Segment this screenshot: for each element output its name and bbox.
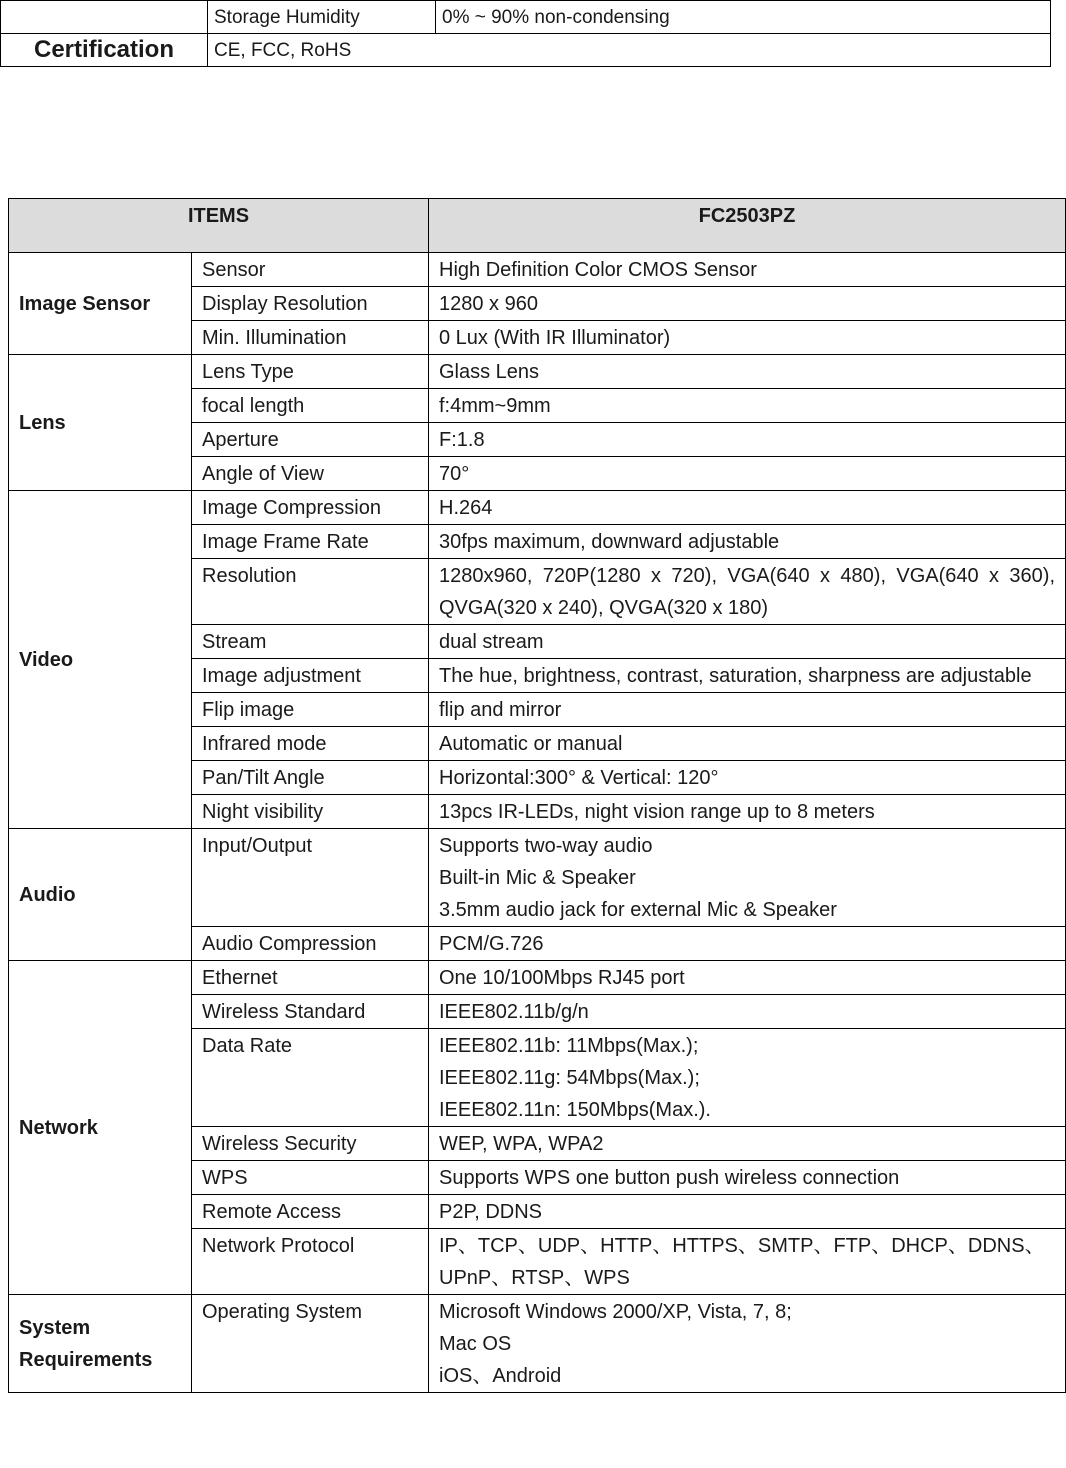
value-cell: PCM/G.726 [429, 927, 1066, 961]
table-row [9, 253, 1066, 287]
item-cell: Input/Output [192, 829, 429, 927]
value-line: Mac OS [439, 1333, 512, 1355]
value-line: Microsoft Windows 2000/XP, Vista, 7, 8; [439, 1301, 792, 1323]
category-cell [1, 1, 208, 34]
items-header: ITEMS [9, 199, 429, 253]
item-cell: Infrared mode [192, 727, 429, 761]
value-cell [429, 1029, 1066, 1127]
value-cell: 30fps maximum, downward adjustable [429, 525, 1066, 559]
table-row [9, 355, 1066, 389]
category-network: Network [9, 961, 192, 1295]
value-cell: 13pcs IR-LEDs, night vision range up to 8 meters [429, 795, 1066, 829]
item-cell: Image Compression [192, 491, 429, 525]
category-lens: Lens [9, 355, 192, 491]
category-image-sensor: Image Sensor [9, 253, 192, 355]
item-cell: Operating System [192, 1295, 429, 1393]
value-cell: F:1.8 [429, 423, 1066, 457]
value-cell: CE, FCC, RoHS [208, 34, 1051, 67]
value-cell: 70° [429, 457, 1066, 491]
value-cell: Glass Lens [429, 355, 1066, 389]
value-cell: IP、TCP、UDP、HTTP、HTTPS、SMTP、FTP、DHCP、DDNS、UPnP、RTSP、WPS [429, 1229, 1066, 1295]
value-cell: Automatic or manual [429, 727, 1066, 761]
item-cell: Image Frame Rate [192, 525, 429, 559]
item-cell: Wireless Standard [192, 995, 429, 1029]
value-line: Supports two-way audio [439, 835, 653, 857]
value-cell: One 10/100Mbps RJ45 port [429, 961, 1066, 995]
value-cell: f:4mm~9mm [429, 389, 1066, 423]
value-cell: dual stream [429, 625, 1066, 659]
item-cell: Angle of View [192, 457, 429, 491]
value-cell: 1280x960, 720P(1280 x 720), VGA(640 x 480), VGA(640 x 360), QVGA(320 x 240), QVGA(320 x 180) [429, 559, 1066, 625]
value-cell: H.264 [429, 491, 1066, 525]
item-cell: Min. Illumination [192, 321, 429, 355]
category-audio: Audio [9, 829, 192, 961]
value-line: Built-in Mic & Speaker [439, 867, 636, 889]
table-row [9, 961, 1066, 995]
item-cell: focal length [192, 389, 429, 423]
item-cell: Storage Humidity [208, 1, 436, 34]
item-cell: Remote Access [192, 1195, 429, 1229]
value-line: 3.5mm audio jack for external Mic & Speaker [439, 899, 837, 921]
value-cell [429, 1295, 1066, 1393]
item-cell: Night visibility [192, 795, 429, 829]
item-cell: Network Protocol [192, 1229, 429, 1295]
item-cell: Display Resolution [192, 287, 429, 321]
table-row [9, 829, 1066, 927]
item-cell: Data Rate [192, 1029, 429, 1127]
item-cell: Wireless Security [192, 1127, 429, 1161]
item-cell: WPS [192, 1161, 429, 1195]
environment-certification-table [0, 0, 1051, 67]
value-cell: Horizontal:300° & Vertical: 120° [429, 761, 1066, 795]
value-cell: WEP, WPA, WPA2 [429, 1127, 1066, 1161]
value-cell: The hue, brightness, contrast, saturation, sharpness are adjustable [429, 659, 1066, 693]
item-cell: Sensor [192, 253, 429, 287]
spec-table [8, 198, 1066, 1393]
category-video: Video [9, 491, 192, 829]
category-cell: Certification [1, 34, 208, 67]
category-system-requirements [9, 1295, 192, 1393]
table-row [1, 34, 1051, 67]
value-cell: 1280 x 960 [429, 287, 1066, 321]
value-line: IEEE802.11g: 54Mbps(Max.); [439, 1067, 700, 1089]
table-row [1, 1, 1051, 34]
value-cell: flip and mirror [429, 693, 1066, 727]
item-cell: Lens Type [192, 355, 429, 389]
value-line: IEEE802.11b: 11Mbps(Max.); [439, 1035, 699, 1057]
value-cell: 0 Lux (With IR Illuminator) [429, 321, 1066, 355]
value-cell: 0% ~ 90% non-condensing [436, 1, 1051, 34]
category-line: System [19, 1317, 91, 1339]
item-cell: Audio Compression [192, 927, 429, 961]
item-cell: Aperture [192, 423, 429, 457]
value-line: iOS、Android [439, 1365, 562, 1387]
value-cell: P2P, DDNS [429, 1195, 1066, 1229]
model-header: FC2503PZ [429, 199, 1066, 253]
value-cell: Supports WPS one button push wireless connection [429, 1161, 1066, 1195]
value-line: IEEE802.11n: 150Mbps(Max.). [439, 1099, 711, 1121]
item-cell: Resolution [192, 559, 429, 625]
category-line: Requirements [19, 1349, 153, 1371]
item-cell: Flip image [192, 693, 429, 727]
table-row [9, 491, 1066, 525]
item-cell: Stream [192, 625, 429, 659]
item-cell: Image adjustment [192, 659, 429, 693]
table-row [9, 1295, 1066, 1393]
value-cell: High Definition Color CMOS Sensor [429, 253, 1066, 287]
table-header-row [9, 199, 1066, 253]
item-cell: Ethernet [192, 961, 429, 995]
item-cell: Pan/Tilt Angle [192, 761, 429, 795]
value-cell: IEEE802.11b/g/n [429, 995, 1066, 1029]
value-cell [429, 829, 1066, 927]
